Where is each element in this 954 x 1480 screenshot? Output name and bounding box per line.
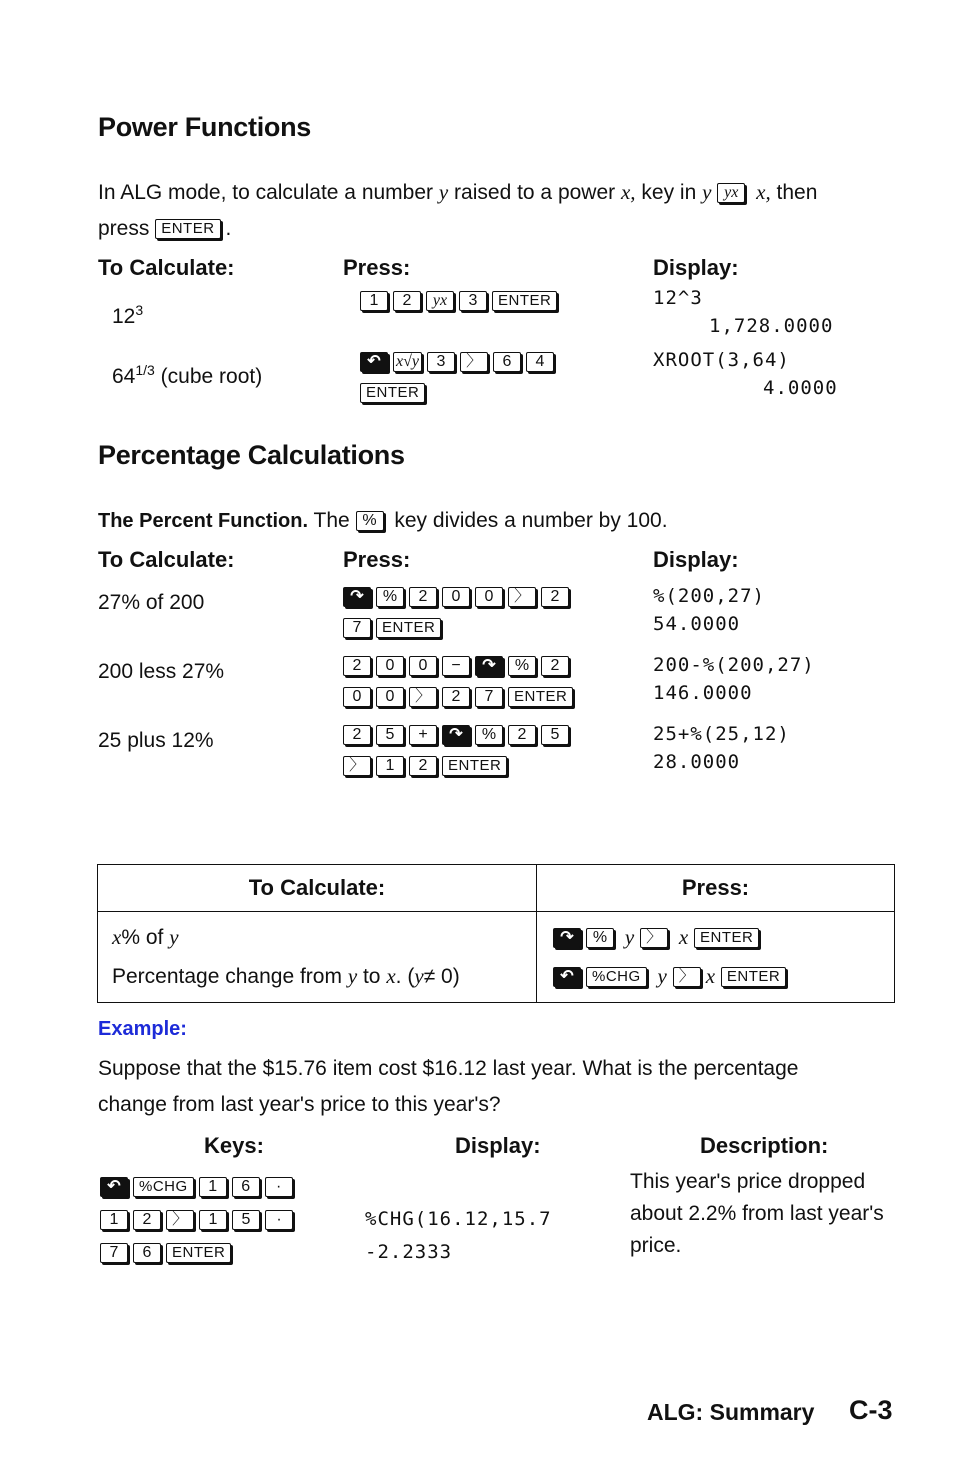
key-enter: ENTER: [376, 618, 441, 638]
example-display-2: -2.2333: [365, 1241, 453, 1263]
percent-lead: [98, 503, 668, 539]
key-2: 2: [442, 687, 470, 707]
key-chg: %CHG: [133, 1177, 194, 1197]
percent-row3-keys: [343, 719, 574, 781]
key-enter: ENTER: [360, 383, 425, 403]
key-3: 3: [427, 352, 455, 372]
percent-row3-display-2: 28.0000: [653, 751, 741, 773]
key-6: 6: [133, 1243, 161, 1263]
power-col-display: Display:: [653, 255, 739, 280]
key-7: 7: [343, 618, 371, 638]
right-shift-arrow-icon: ↷: [343, 587, 371, 607]
key-5: 5: [232, 1210, 260, 1230]
right-shift-arrow-icon: ↷: [553, 928, 581, 948]
table-row: Percentage change from y to x. (y≠ 0): [112, 964, 460, 988]
percent-row2-calc: 200 less 27%: [98, 660, 225, 683]
key-: %: [376, 587, 404, 607]
key-yx: yx: [717, 183, 745, 203]
left-shift-arrow-icon: ↶: [360, 352, 388, 372]
left-shift-arrow-icon: ↶: [553, 967, 581, 987]
key-6: 6: [493, 352, 521, 372]
power-heading: Power Functions: [98, 112, 312, 142]
page-number: C-3: [849, 1395, 893, 1425]
example-display-1: %CHG(16.12,15.7: [365, 1208, 552, 1230]
intro-text: press: [98, 217, 150, 240]
power-col-press: Press:: [343, 255, 411, 280]
key-2: 2: [541, 587, 569, 607]
percent-row1-display-1: %(200,27): [653, 585, 765, 607]
percent-row1-calc: 27% of 200: [98, 591, 205, 614]
key-2: 2: [343, 656, 371, 676]
example-text-1: Suppose that the $15.76 item cost $16.12 last year. What is the percentage: [98, 1057, 799, 1080]
percent-row3-calc: 25 plus 12%: [98, 729, 214, 752]
example-keys-line-3: [100, 1237, 236, 1268]
table-header-calc: To Calculate:: [98, 865, 537, 912]
intro-text: In ALG mode, to calculate a number: [98, 181, 434, 204]
key-7: 7: [100, 1243, 128, 1263]
key-right-arrow: 〉: [460, 352, 488, 372]
percent-summary-table: [97, 864, 895, 1003]
key-1: 1: [360, 291, 388, 311]
key-1: 1: [100, 1210, 128, 1230]
key-0: 0: [475, 587, 503, 607]
example-col-desc: Description:: [700, 1133, 829, 1158]
key-0: 0: [442, 587, 470, 607]
power-row1-display-2: 1,728.0000: [709, 315, 834, 337]
intro-text: then: [776, 181, 818, 204]
percent-col-calc: To Calculate:: [98, 547, 235, 572]
key-2: 2: [343, 725, 371, 745]
lead-bold: The Percent Function.: [98, 510, 309, 532]
example-keys-line-1: [100, 1171, 298, 1202]
key-enter: ENTER: [721, 967, 786, 987]
key-1: 1: [199, 1210, 227, 1230]
key-right-arrow: 〉: [640, 928, 668, 948]
key-2: 2: [409, 587, 437, 607]
intro-var-y: y: [702, 180, 712, 204]
percent-heading: Percentage Calculations: [98, 440, 405, 470]
percent-col-press: Press:: [343, 547, 411, 572]
percent-row1-display-2: 54.0000: [653, 613, 741, 635]
table-header-press: Press:: [537, 865, 895, 912]
key-0: 0: [409, 656, 437, 676]
power-row1-calc: $12^3$: [112, 302, 144, 328]
example-col-keys: Keys:: [204, 1133, 264, 1158]
percent-row3-display-1: 25+%(25,12): [653, 723, 790, 745]
lead-text: The: [313, 509, 350, 532]
example-description: This year's price dropped about 2.2% from last year's price.: [630, 1170, 884, 1257]
key-enter: ENTER: [442, 756, 507, 776]
percent-row2-keys: [343, 650, 578, 712]
key-: %: [475, 725, 503, 745]
key-right-arrow: 〉: [409, 687, 437, 707]
key-enter: ENTER: [155, 219, 220, 239]
power-row2-calc: $64^{1/3}$ (cube root): [112, 362, 263, 388]
key-2: 2: [393, 291, 421, 311]
table-cell-calc: [98, 912, 537, 1003]
lead-text: key divides a number by 100.: [394, 509, 668, 532]
key-7: 7: [475, 687, 503, 707]
intro-var-x: x,: [756, 180, 771, 204]
key-1: 1: [199, 1177, 227, 1197]
key-2: 2: [508, 725, 536, 745]
key-3: 3: [459, 291, 487, 311]
intro-text: key in: [641, 181, 697, 204]
percent-row2-display-2: 146.0000: [653, 682, 753, 704]
key-4: 4: [526, 352, 554, 372]
power-row1-keys: [360, 285, 562, 316]
power-intro: In ALG mode, to calculate a number y raised to a power x, key in y yx x, then press ENTER .: [98, 180, 818, 240]
example-keys-line-2: [100, 1204, 298, 1235]
percent-row1-keys: [343, 581, 574, 643]
key-5: 5: [376, 725, 404, 745]
key-: ·: [265, 1210, 293, 1230]
key-0: 0: [376, 656, 404, 676]
footer-section: ALG: Summary: [647, 1399, 815, 1425]
key-0: 0: [376, 687, 404, 707]
percent-col-display: Display:: [653, 547, 739, 572]
table-row: x% of y: [112, 925, 179, 949]
key-: %: [508, 656, 536, 676]
example-col-display: Display:: [455, 1133, 541, 1158]
key-right-arrow: 〉: [673, 967, 701, 987]
table-row: ↶ %CHG y 〉 x ENTER: [553, 957, 880, 996]
key-enter: ENTER: [492, 291, 557, 311]
power-row2-display-1: XROOT(3,64): [653, 349, 790, 371]
right-shift-arrow-icon: ↷: [475, 656, 503, 676]
key-: +: [409, 725, 437, 745]
key-right-arrow: 〉: [166, 1210, 194, 1230]
key-enter: ENTER: [508, 687, 573, 707]
key-xroot: x√y: [393, 352, 422, 372]
key-yx: yx: [426, 291, 454, 311]
key-0: 0: [343, 687, 371, 707]
key-: ·: [265, 1177, 293, 1197]
intro-text: raised to a power: [454, 181, 616, 204]
table-row: ↷ % y 〉 x ENTER: [553, 918, 880, 957]
intro-var-y: y: [438, 180, 449, 204]
right-shift-arrow-icon: ↷: [442, 725, 470, 745]
key-2: 2: [541, 656, 569, 676]
key-pct-chg: %CHG: [586, 967, 647, 987]
power-row2-keys: [360, 346, 620, 408]
percent-row2-display-1: 200-%(200,27): [653, 654, 815, 676]
example-text-2: change from last year's price to this year's?: [98, 1093, 501, 1116]
key-enter: ENTER: [166, 1243, 231, 1263]
key-right-arrow: 〉: [343, 756, 371, 776]
key-2: 2: [409, 756, 437, 776]
key-right-arrow: 〉: [508, 587, 536, 607]
power-col-calc: To Calculate:: [98, 255, 235, 280]
key-: −: [442, 656, 470, 676]
key-5: 5: [541, 725, 569, 745]
example-label: Example:: [98, 1018, 187, 1040]
key-1: 1: [376, 756, 404, 776]
key-6: 6: [232, 1177, 260, 1197]
left-shift-arrow-icon: ↶: [100, 1177, 128, 1197]
intro-var-x: x,: [620, 180, 636, 204]
table-cell-press: [537, 912, 895, 1003]
key-enter: ENTER: [694, 928, 759, 948]
power-row2-display-2: 4.0000: [763, 377, 838, 399]
key-percent: %: [356, 511, 384, 531]
key-percent: %: [586, 928, 614, 948]
power-row1-display-1: 12^3: [653, 287, 703, 309]
key-2: 2: [133, 1210, 161, 1230]
